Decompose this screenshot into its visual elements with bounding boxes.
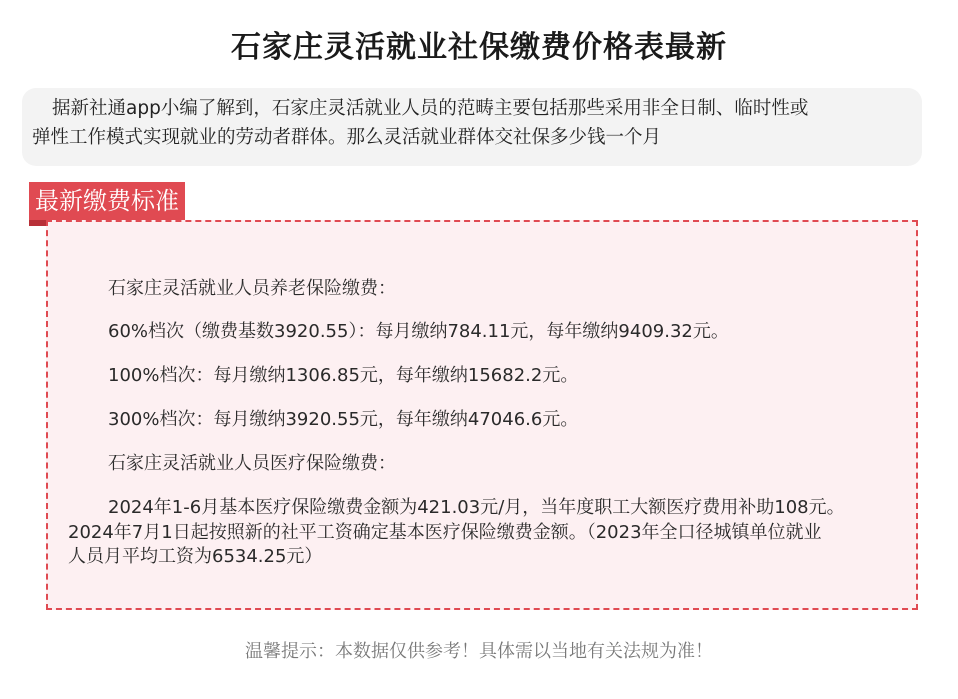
pension-heading: 石家庄灵活就业人员养老保险缴费： [108,278,396,299]
intro-panel [22,88,922,166]
page-title: 石家庄灵活就业社保缴费价格表最新 [231,30,727,65]
disclaimer-tip: 温馨提示：本数据仅供参考！具体需以当地有关法规为准！ [245,641,713,662]
intro-line-1: 据新社通app小编了解到，石家庄灵活就业人员的范畴主要包括那些采用非全日制、临时性或 [52,98,809,119]
section-title: 最新缴费标准 [29,182,185,220]
pension-item-300: 300%档次：每月缴纳3920.55元，每年缴纳47046.6元。 [108,409,579,430]
pension-item-100: 100%档次：每月缴纳1306.85元，每年缴纳15682.2元。 [108,365,579,386]
medical-line-1: 2024年1-6月基本医疗保险缴费金额为421.03元/月，当年度职工大额医疗费用补助108元。 [108,497,845,518]
medical-line-3: 人员月平均工资为6534.25元） [68,546,323,567]
medical-heading: 石家庄灵活就业人员医疗保险缴费： [108,453,396,474]
medical-line-2: 2024年7月1日起按照新的社平工资确定基本医疗保险缴费金额。（2023年全口径城镇单位就业 [68,522,822,543]
pension-item-60: 60%档次（缴费基数3920.55）：每月缴纳784.11元，每年缴纳9409.32元。 [108,321,729,342]
fee-standard-box [46,220,918,610]
intro-line-2: 弹性工作模式实现就业的劳动者群体。那么灵活就业群体交社保多少钱一个月 [32,127,662,148]
